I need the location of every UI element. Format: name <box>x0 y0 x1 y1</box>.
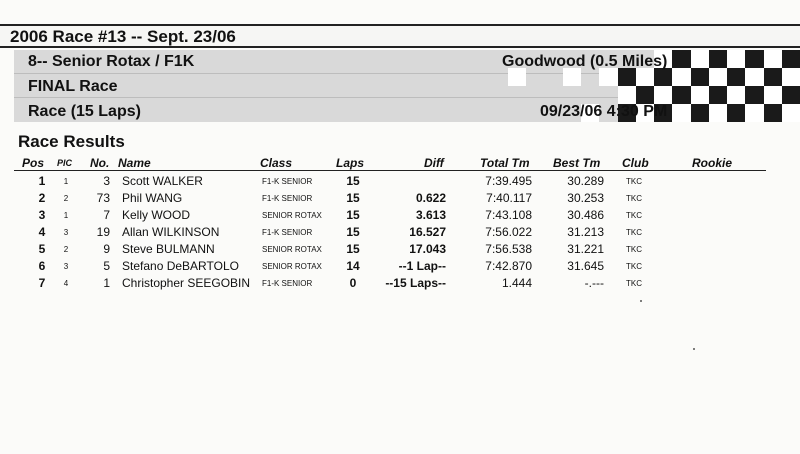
cell-pic: 1 <box>63 177 69 186</box>
checker-square <box>691 86 709 104</box>
race-laps: Race (15 Laps) <box>28 103 141 120</box>
cell-diff: --1 Lap-- <box>398 259 446 273</box>
cell-best: 31.221 <box>567 242 604 256</box>
cell-pos: 3 <box>38 208 46 222</box>
cell-class: F1-K SENIOR <box>262 228 313 237</box>
cell-club: TKC <box>626 279 642 288</box>
cell-laps: 0 <box>349 276 357 290</box>
scan-speck <box>640 300 642 302</box>
cell-class: F1-K SENIOR <box>262 177 313 186</box>
cell-best: 30.486 <box>567 208 604 222</box>
checker-square <box>745 50 763 68</box>
cell-pic: 3 <box>63 262 69 271</box>
cell-name: Stefano DeBARTOLO <box>122 259 239 273</box>
cell-best: 31.645 <box>567 259 604 273</box>
checker-square <box>508 86 526 104</box>
cell-pic: 1 <box>63 211 69 220</box>
checker-square <box>782 68 800 86</box>
checker-square <box>672 86 690 104</box>
race-datetime: 09/23/06 4:30 PM <box>540 103 668 120</box>
cell-club: TKC <box>626 211 642 220</box>
cell-diff: 17.043 <box>409 242 446 256</box>
col-header-rookie: Rookie <box>692 156 733 170</box>
cell-diff: 3.613 <box>415 208 446 222</box>
cell-pic: 4 <box>63 279 69 288</box>
cell-class: SENIOR ROTAX <box>262 245 322 254</box>
table-row <box>0 258 800 275</box>
cell-diff: 16.527 <box>409 225 446 239</box>
cell-best: 31.213 <box>567 225 604 239</box>
cell-class: F1-K SENIOR <box>262 279 313 288</box>
col-header-name: Name <box>118 156 151 170</box>
checker-square <box>709 68 727 86</box>
cell-laps: 14 <box>346 259 360 273</box>
cell-laps: 15 <box>346 225 360 239</box>
cell-total: 7:56.538 <box>485 242 532 256</box>
checker-square <box>709 104 727 122</box>
table-row <box>0 241 800 258</box>
col-header-pos: Pos <box>22 156 45 170</box>
checker-square <box>764 68 782 86</box>
checker-square <box>709 86 727 104</box>
checker-square <box>691 104 709 122</box>
cell-no: 1 <box>103 276 110 290</box>
cell-club: TKC <box>626 245 642 254</box>
checker-square <box>764 50 782 68</box>
cell-total: 7:42.870 <box>485 259 532 273</box>
cell-class: SENIOR ROTAX <box>262 262 322 271</box>
section-title: Race Results <box>18 132 125 151</box>
cell-total: 7:40.117 <box>486 191 532 205</box>
cell-pos: 4 <box>38 225 46 239</box>
header-rule <box>14 170 766 171</box>
checker-square <box>727 104 745 122</box>
col-header-club: Club <box>622 156 649 170</box>
page-title: 2006 Race #13 -- Sept. 23/06 <box>0 24 800 48</box>
cell-club: TKC <box>626 177 642 186</box>
cell-name: Kelly WOOD <box>122 208 191 222</box>
cell-pos: 7 <box>38 276 46 290</box>
cell-club: TKC <box>626 228 642 237</box>
cell-no: 19 <box>96 225 110 239</box>
col-header-laps: Laps <box>336 156 365 170</box>
col-header-total: Total Tm <box>480 156 530 170</box>
cell-best: 30.289 <box>567 174 604 188</box>
cell-pic: 2 <box>63 194 69 203</box>
col-header-best: Best Tm <box>553 156 601 170</box>
checker-square <box>691 68 709 86</box>
col-header-diff: Diff <box>424 156 444 170</box>
checker-square <box>782 86 800 104</box>
checker-square <box>672 68 690 86</box>
col-header-no: No. <box>90 156 110 170</box>
cell-no: 73 <box>96 191 110 205</box>
cell-pos: 1 <box>38 174 46 188</box>
cell-laps: 15 <box>346 191 360 205</box>
cell-pos: 5 <box>38 242 46 256</box>
checker-square <box>745 86 763 104</box>
checker-square <box>508 104 526 122</box>
cell-total: 7:39.495 <box>485 174 532 188</box>
cell-name: Christopher SEEGOBIN <box>122 276 250 290</box>
checker-square <box>782 50 800 68</box>
checker-square <box>727 50 745 68</box>
cell-pic: 2 <box>63 245 69 254</box>
cell-laps: 15 <box>346 174 360 188</box>
cell-no: 5 <box>103 259 110 273</box>
checker-square <box>672 50 690 68</box>
cell-pic: 3 <box>63 228 69 237</box>
checker-square <box>745 104 763 122</box>
cell-best: 30.253 <box>567 191 604 205</box>
cell-best: -.--- <box>584 276 604 290</box>
checker-square <box>764 104 782 122</box>
cell-club: TKC <box>626 194 642 203</box>
checker-square <box>782 104 800 122</box>
checker-square <box>709 50 727 68</box>
cell-laps: 15 <box>346 242 360 256</box>
cell-total: 7:43.108 <box>485 208 532 222</box>
checker-square <box>727 86 745 104</box>
cell-total: 1.444 <box>501 276 532 290</box>
session-name: FINAL Race <box>28 78 118 95</box>
track-name: Goodwood (0.5 Miles) <box>502 53 668 70</box>
cell-pos: 2 <box>38 191 46 205</box>
cell-no: 7 <box>103 208 110 222</box>
cell-total: 7:56.022 <box>485 225 532 239</box>
table-row <box>0 190 800 207</box>
col-header-pic: PIC <box>57 158 73 168</box>
table-row <box>0 224 800 241</box>
table-row <box>0 173 800 190</box>
cell-name: Steve BULMANN <box>122 242 215 256</box>
cell-club: TKC <box>626 262 642 271</box>
cell-name: Scott WALKER <box>122 174 203 188</box>
checker-square <box>764 86 782 104</box>
scan-speck <box>693 348 695 350</box>
cell-laps: 15 <box>346 208 360 222</box>
cell-class: F1-K SENIOR <box>262 194 313 203</box>
results-table <box>0 173 800 292</box>
cell-pos: 6 <box>38 259 46 273</box>
col-header-class: Class <box>260 156 293 170</box>
checker-square <box>691 50 709 68</box>
cell-class: SENIOR ROTAX <box>262 211 322 220</box>
checker-square <box>727 68 745 86</box>
cell-diff: --15 Laps-- <box>385 276 446 290</box>
race-class-line: 8-- Senior Rotax / F1K <box>28 53 195 70</box>
cell-no: 3 <box>103 174 110 188</box>
cell-no: 9 <box>103 242 110 256</box>
table-row <box>0 275 800 292</box>
checker-square <box>672 104 690 122</box>
cell-name: Allan WILKINSON <box>122 225 220 239</box>
table-row <box>0 207 800 224</box>
cell-diff: 0.622 <box>415 191 446 205</box>
checker-square <box>745 68 763 86</box>
cell-name: Phil WANG <box>122 191 183 205</box>
